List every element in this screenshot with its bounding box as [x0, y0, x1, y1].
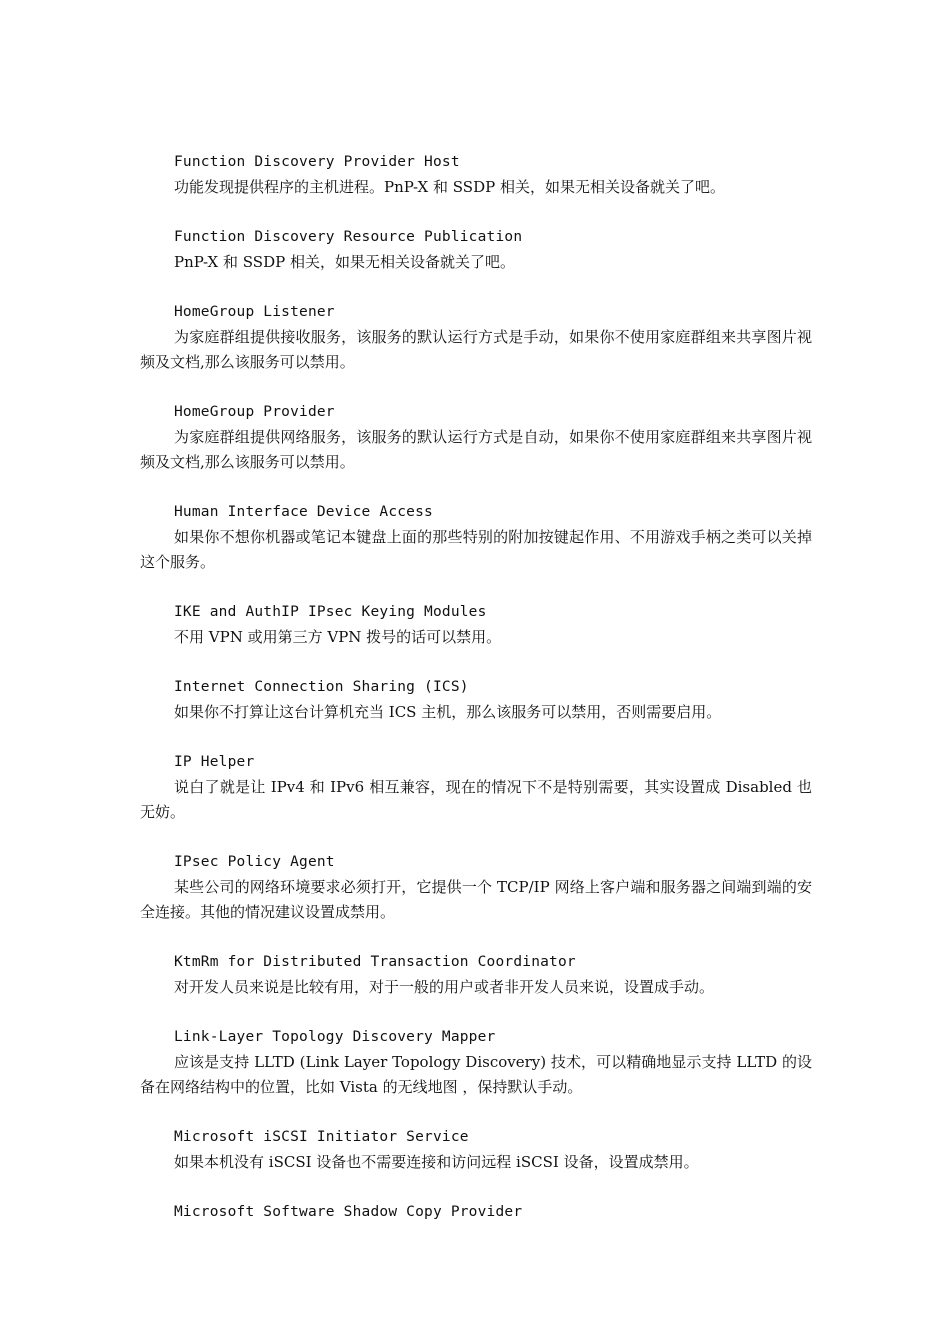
service-description: 功能发现提供程序的主机进程。PnP-X 和 SSDP 相关，如果无相关设备就关了吧。 [174, 178, 725, 196]
service-entry-microsoft-iscsi-initiator [140, 1125, 812, 1175]
service-title: IKE and AuthIP IPsec Keying Modules [174, 604, 487, 620]
service-entry-human-interface-device-access [140, 500, 812, 575]
service-entry-homegroup-provider [140, 400, 812, 475]
service-entry-ktmrm [140, 950, 812, 1000]
service-title: Function Discovery Provider Host [174, 154, 460, 170]
service-title: Internet Connection Sharing (ICS) [174, 679, 469, 695]
service-entry-ip-helper [140, 750, 812, 825]
service-title: Microsoft Software Shadow Copy Provider [174, 1204, 523, 1220]
service-description: 为家庭群组提供接收服务，该服务的默认运行方式是手动，如果你不使用家庭群组来共享图片视频及文档,那么该服务可以禁用。 [140, 328, 812, 371]
service-title: KtmRm for Distributed Transaction Coordinator [174, 954, 576, 970]
service-title: IPsec Policy Agent [174, 854, 335, 870]
service-title: Link-Layer Topology Discovery Mapper [174, 1029, 496, 1045]
service-title: Human Interface Device Access [174, 504, 433, 520]
service-entry-homegroup-listener [140, 300, 812, 375]
service-title: Microsoft iSCSI Initiator Service [174, 1129, 469, 1145]
service-description: 如果你不想你机器或笔记本键盘上面的那些特别的附加按键起作用、不用游戏手柄之类可以关掉这个服务。 [140, 528, 812, 571]
service-description: 为家庭群组提供网络服务，该服务的默认运行方式是自动，如果你不使用家庭群组来共享图片视频及文档,那么该服务可以禁用。 [140, 428, 812, 471]
service-description: 如果本机没有 iSCSI 设备也不需要连接和访问远程 iSCSI 设备，设置成禁用。 [174, 1153, 699, 1171]
service-entry-ipsec-policy-agent [140, 850, 812, 925]
document-body [140, 150, 812, 1250]
service-description: 如果你不打算让这台计算机充当 ICS 主机，那么该服务可以禁用，否则需要启用。 [174, 703, 722, 721]
service-description: 对开发人员来说是比较有用，对于一般的用户或者非开发人员来说，设置成手动。 [174, 978, 715, 996]
service-description: PnP-X 和 SSDP 相关，如果无相关设备就关了吧。 [174, 253, 515, 271]
service-description: 不用 VPN 或用第三方 VPN 拨号的话可以禁用。 [174, 628, 502, 646]
service-entry-function-discovery-provider-host [140, 150, 812, 200]
service-title: HomeGroup Provider [174, 404, 335, 420]
service-title: HomeGroup Listener [174, 304, 335, 320]
service-entry-ike-authip-ipsec [140, 600, 812, 650]
service-entry-internet-connection-sharing [140, 675, 812, 725]
service-entry-function-discovery-resource-publication [140, 225, 812, 275]
service-description: 应该是支持 LLTD (Link Layer Topology Discovery) 技术，可以精确地显示支持 LLTD 的设备在网络结构中的位置，比如 Vista 的无线地图 ，保持默认手动。 [140, 1053, 812, 1096]
service-entry-microsoft-software-shadow-copy-provider [140, 1200, 812, 1225]
service-description: 某些公司的网络环境要求必须打开，它提供一个 TCP/IP 网络上客户端和服务器之间端到端的安全连接。其他的情况建议设置成禁用。 [140, 878, 812, 921]
service-title: Function Discovery Resource Publication [174, 229, 523, 245]
service-entry-link-layer-topology-discovery-mapper [140, 1025, 812, 1100]
service-title: IP Helper [174, 754, 255, 770]
service-description: 说白了就是让 IPv4 和 IPv6 相互兼容，现在的情况下不是特别需要，其实设置成 Disabled 也无妨。 [140, 778, 812, 821]
